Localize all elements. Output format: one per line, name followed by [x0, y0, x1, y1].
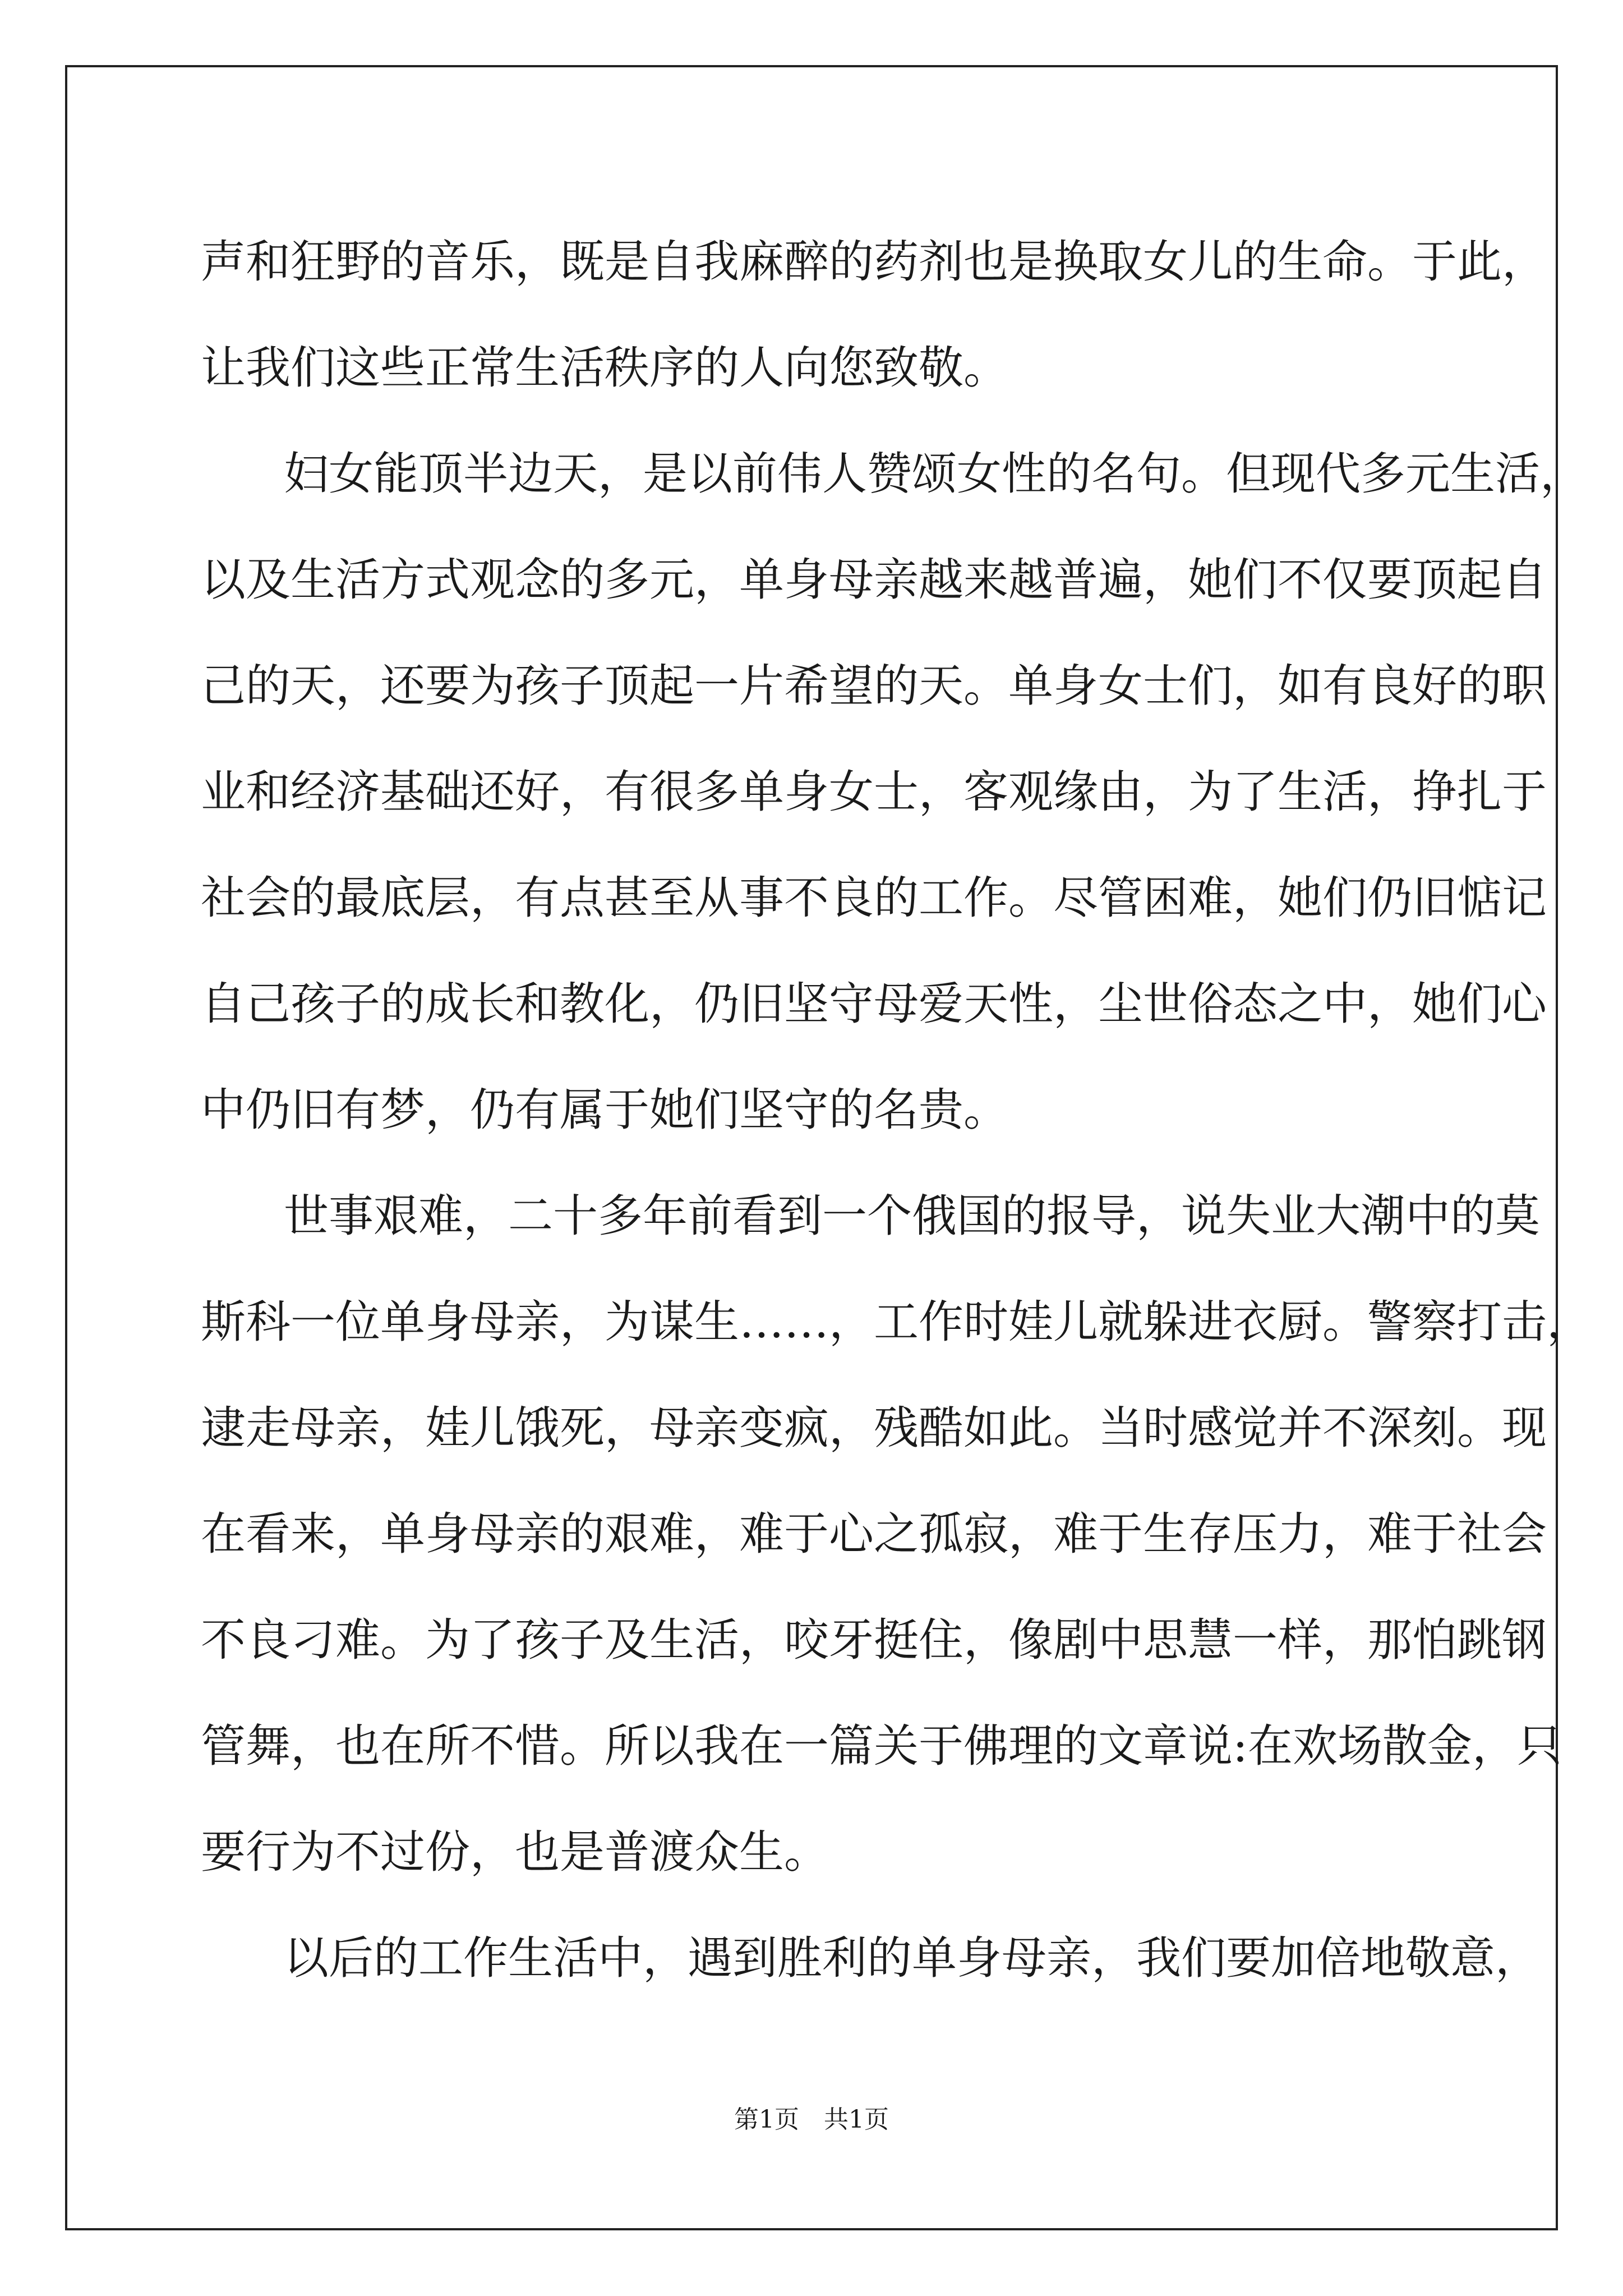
text-line: 自己孩子的成长和教化，仍旧坚守母爱天性，尘世俗态之中，她们心 [201, 978, 1547, 1030]
page-footer: 第1页 共1页 [734, 2105, 889, 2134]
text-line: 业和经济基础还好，有很多单身女士，客观缘由，为了生活，挣扎于 [201, 766, 1547, 818]
text-line: 以后的工作生活中，遇到胜利的单身母亲，我们要加倍地敬意， [284, 1932, 1540, 1984]
text-line: 声和狂野的音乐，既是自我麻醉的药剂也是换取女儿的生命。于此， [201, 236, 1547, 288]
text-line: 妇女能顶半边天，是以前伟人赞颂女性的名句。但现代多元生活， [284, 448, 1585, 500]
text-line: 管舞，也在所不惜。所以我在一篇关于佛理的文章说:在欢场散金，只 [201, 1720, 1562, 1772]
text-line: 己的天，还要为孩子顶起一片希望的天。单身女士们，如有良好的职 [201, 660, 1547, 712]
text-line: 世事艰难，二十多年前看到一个俄国的报导，说失业大潮中的莫 [284, 1190, 1540, 1242]
text-line: 斯科一位单身母亲，为谋生……，工作时娃儿就躲进衣厨。警察打击， [201, 1296, 1592, 1348]
text-line: 在看来，单身母亲的艰难，难于心之孤寂，难于生存压力，难于社会 [201, 1508, 1547, 1560]
document-body [201, 209, 1592, 2011]
text-line: 社会的最底层，有点甚至从事不良的工作。尽管困难，她们仍旧惦记 [201, 872, 1547, 924]
text-line: 让我们这些正常生活秩序的人向您致敬。 [201, 342, 1008, 394]
text-line: 以及生活方式观念的多元，单身母亲越来越普遍，她们不仅要顶起自 [201, 554, 1547, 606]
text-line: 不良刁难。为了孩子及生活，咬牙挺住，像剧中思慧一样，那怕跳钢 [201, 1614, 1547, 1666]
text-line: 要行为不过份，也是普渡众生。 [201, 1826, 829, 1878]
text-line: 中仍旧有梦，仍有属于她们坚守的名贵。 [201, 1084, 1008, 1136]
text-line: 逮走母亲，娃儿饿死，母亲变疯，残酷如此。当时感觉并不深刻。现 [201, 1402, 1547, 1454]
